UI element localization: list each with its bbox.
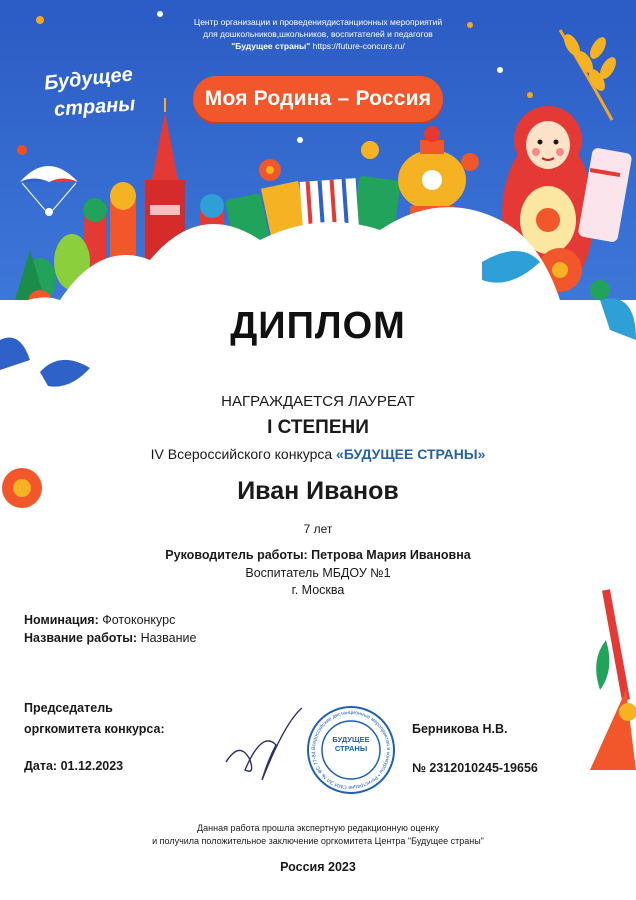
work-title-label: Название работы: bbox=[24, 631, 138, 645]
logo-line1: Будущее bbox=[43, 63, 134, 95]
nomination-label: Номинация: bbox=[24, 613, 99, 627]
award-line: НАГРАЖДАЕТСЯ ЛАУРЕАТ bbox=[221, 393, 415, 410]
diploma-number: № 2312010245-19656 bbox=[412, 761, 538, 775]
work-leader: Руководитель работы: Петрова Мария Ивановна bbox=[165, 548, 471, 562]
footer-note bbox=[0, 822, 636, 848]
header-org-name: "Будущее страны" bbox=[231, 41, 311, 51]
footer-line1: Данная работа прошла экспертную редакционную оценку bbox=[197, 823, 439, 833]
header-line2: для дошкольников,школьников, воспитателей и педагогов bbox=[203, 29, 433, 39]
header-url[interactable]: https://future-concurs.ru/ bbox=[312, 41, 405, 51]
chair-label bbox=[24, 698, 165, 740]
nomination-line bbox=[24, 613, 175, 627]
banner-text: Моя Родина – Россия bbox=[204, 87, 432, 110]
header-line1: Центр организации и проведениядистанционных мероприятий bbox=[193, 17, 443, 27]
recipient-name: Иван Иванов bbox=[237, 477, 399, 505]
degree-line: I СТЕПЕНИ bbox=[267, 417, 369, 438]
stamp-center bbox=[306, 735, 396, 753]
chair-line1: Председатель bbox=[24, 701, 113, 715]
contest-banner bbox=[193, 76, 443, 122]
chair-line2: оргкомитета конкурса: bbox=[24, 722, 165, 736]
stamp-line1: БУДУЩЕЕ bbox=[332, 735, 370, 744]
stamp-ring-text: Всероссийские дистанционные мероприятия и конкурсы • Регистрация СМИ ЭЛ № ФС 77-84 bbox=[310, 709, 392, 791]
contest-prefix: IV Всероссийского конкурса bbox=[150, 446, 333, 462]
logo bbox=[34, 63, 152, 132]
nomination-value: Фотоконкурс bbox=[102, 613, 176, 627]
header-line3 bbox=[0, 40, 636, 52]
city: г. Москва bbox=[291, 583, 345, 597]
footer-line2: и получила положительное заключение оргкомитета Центра "Будущее страны" bbox=[152, 836, 484, 846]
stamp-line2: СТРАНЫ bbox=[334, 744, 368, 753]
footer-year: Россия 2023 bbox=[280, 860, 356, 874]
logo-line2: страны bbox=[53, 93, 137, 121]
work-title-value: Название bbox=[140, 631, 197, 645]
signer-name: Берникова Н.В. bbox=[412, 722, 508, 736]
issue-date: Дата: 01.12.2023 bbox=[24, 759, 124, 773]
contest-line bbox=[0, 446, 636, 462]
recipient-age: 7 лет bbox=[303, 522, 333, 536]
diploma-title: ДИПЛОМ bbox=[230, 305, 406, 347]
work-title-line bbox=[24, 631, 196, 645]
official-stamp bbox=[306, 705, 396, 795]
contest-name: «БУДУЩЕЕ СТРАНЫ» bbox=[336, 446, 486, 462]
leader-position: Воспитатель МБДОУ №1 bbox=[245, 566, 391, 580]
